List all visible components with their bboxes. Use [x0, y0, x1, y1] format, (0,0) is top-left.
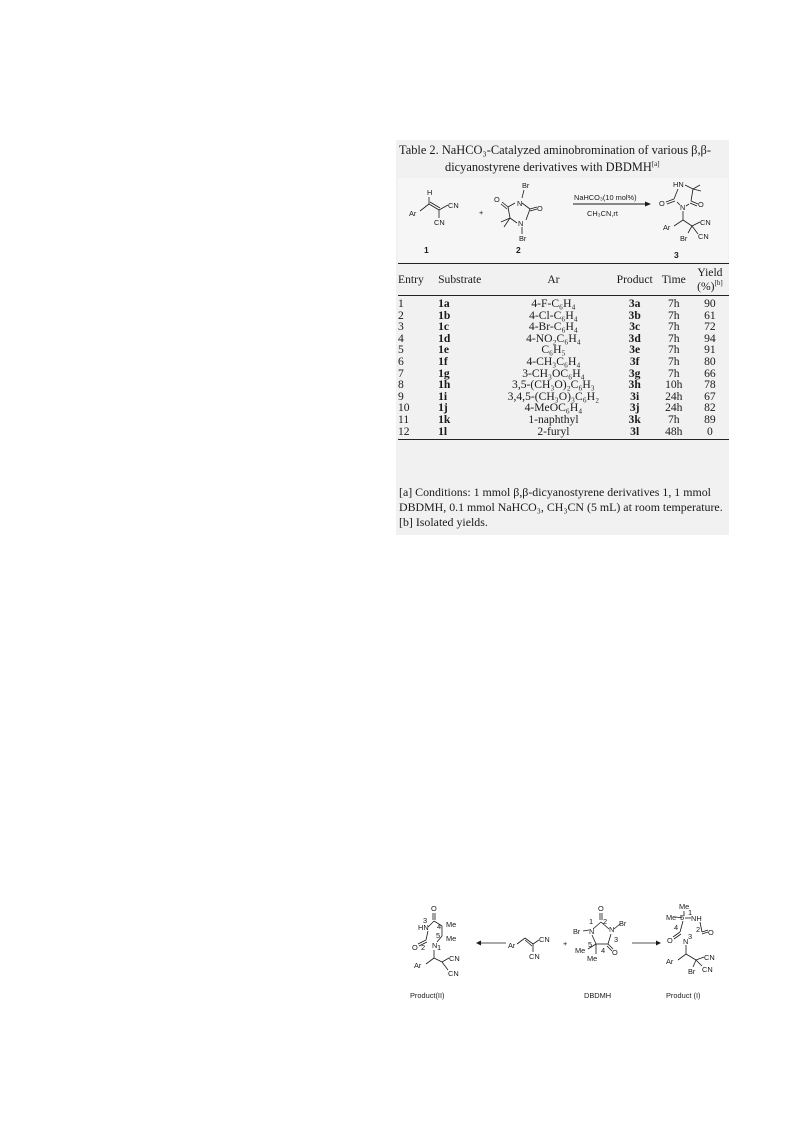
cell-yield: 80: [704, 355, 716, 369]
atom-cn: CN: [704, 953, 715, 962]
cell-substrate: 1h: [438, 378, 451, 392]
header-product: Product: [613, 264, 657, 296]
cell-substrate: 1a: [438, 297, 450, 311]
atom-me: Me: [587, 954, 598, 963]
num-2: 2: [696, 925, 701, 934]
cell-product: 3l: [613, 425, 657, 439]
cell-entry: 8: [398, 378, 404, 392]
caption-line-2: dicyanostyrene derivatives with DBDMH: [445, 160, 652, 175]
cell-entry: 6: [398, 355, 404, 369]
cell-time: 7h: [667, 297, 680, 311]
num-4: 4: [674, 923, 679, 932]
cell-entry: 11: [398, 412, 410, 426]
cell-entry: 7: [398, 366, 404, 380]
cell-time: 7h: [667, 355, 680, 369]
reaction-scheme: [398, 178, 728, 262]
cell-yield: 94: [704, 331, 716, 345]
product-ii-structure: [412, 904, 460, 978]
atom-ar: Ar: [508, 941, 516, 950]
cell-substrate: 1g: [438, 366, 450, 380]
cell-product: 3c: [629, 320, 641, 334]
cell-substrate: 1j: [438, 401, 448, 415]
cell-yield: 0: [691, 425, 729, 439]
num-4: 4: [437, 922, 442, 931]
num-4: 4: [601, 946, 606, 955]
cell-time: 7h: [667, 343, 680, 357]
num-3: 3: [688, 932, 693, 941]
num-5: 5: [436, 931, 441, 940]
cell-yield: 78: [704, 378, 716, 392]
compound-label-1: 1: [424, 245, 429, 255]
cell-entry: 12: [398, 425, 438, 439]
dicyanostyrene-structure: [508, 935, 550, 961]
atom-cn: CN: [448, 201, 459, 210]
cell-time: 7h: [667, 331, 680, 345]
cell-ar: 2-furyl: [494, 425, 612, 439]
header-yield-unit: (%): [697, 279, 715, 293]
cell-entry: 10: [398, 401, 410, 415]
atom-ar: Ar: [663, 223, 671, 232]
cell-product: 3a: [628, 297, 641, 311]
cell-time: 48h: [657, 425, 691, 439]
caption-superscript: [a]: [651, 160, 660, 168]
atom-n: N: [517, 199, 523, 208]
cell-ar: 3-CH₃OC₆H₄: [522, 366, 585, 380]
left-arrow-head: [476, 941, 481, 946]
cell-product: 3d: [628, 331, 641, 345]
label-product-ii: Product(II): [410, 991, 445, 1000]
atom-cn: CN: [434, 218, 445, 227]
num-2: 2: [603, 917, 608, 926]
atom-nh: NH: [691, 914, 702, 923]
num-3: 3: [423, 916, 428, 925]
header-yield-label: Yield: [697, 266, 723, 279]
cell-ar: 4-F-C₆H₄: [531, 297, 576, 311]
label-product-i: Product (I): [666, 991, 701, 1000]
atom-br: Br: [619, 919, 627, 928]
atom-br: Br: [573, 927, 581, 936]
cell-time: 7h: [667, 366, 680, 380]
table-row: [398, 321, 729, 333]
cell-yield: 61: [704, 308, 716, 322]
cell-product: 3f: [629, 355, 640, 369]
atom-o: O: [698, 200, 704, 209]
cell-product: 3g: [628, 366, 641, 380]
cell-entry: 3: [398, 320, 404, 334]
atom-o: O: [708, 928, 714, 937]
cell-entry: 5: [398, 343, 404, 357]
atom-me: Me: [666, 913, 677, 922]
atom-n: N: [589, 927, 595, 936]
cell-yield: 67: [704, 389, 716, 403]
table-row: [398, 295, 729, 309]
atom-o: O: [659, 199, 665, 208]
solvent-label: CH₃CN,rt: [587, 209, 618, 218]
cell-substrate: 1k: [438, 412, 451, 426]
compound-label-2: 2: [516, 245, 521, 255]
num-5: 5: [588, 940, 593, 949]
mechanism-scheme: [404, 902, 734, 1002]
atom-cn: CN: [698, 232, 709, 241]
atom-o: O: [494, 195, 500, 204]
atom-br: Br: [522, 181, 530, 190]
atom-me: Me: [446, 934, 457, 943]
header-entry: Entry: [398, 264, 438, 296]
label-dbdmh: DBDMH: [584, 991, 612, 1000]
right-arrow-head: [656, 941, 661, 946]
cell-ar: 4-Cl-C₆H₄: [529, 308, 578, 322]
arrow-head: [645, 202, 651, 207]
cell-yield: 66: [704, 366, 716, 380]
cell-substrate: 1b: [438, 308, 451, 322]
num-1: 1: [589, 917, 594, 926]
cell-time: 24h: [665, 401, 683, 415]
table-row: [398, 414, 729, 426]
header-substrate: Substrate: [438, 264, 494, 296]
atom-o: O: [667, 936, 673, 945]
header-ar: Ar: [494, 264, 612, 296]
atom-o: O: [537, 204, 543, 213]
cell-product: 3h: [628, 378, 641, 392]
cell-substrate: 1e: [438, 343, 450, 357]
cell-yield: 82: [704, 401, 716, 415]
cell-substrate: 1c: [438, 320, 450, 334]
cell-product: 3i: [630, 389, 640, 403]
atom-br: Br: [680, 234, 688, 243]
cell-entry: 9: [398, 389, 404, 403]
cell-entry: 4: [398, 331, 404, 345]
cell-substrate: 1i: [438, 389, 448, 403]
atom-ar: Ar: [666, 957, 674, 966]
atom-me: Me: [446, 920, 457, 929]
atom-n: N: [518, 219, 524, 228]
cell-ar: 1-naphthyl: [528, 412, 579, 426]
cell-time: 24h: [665, 389, 683, 403]
cell-product: 3k: [628, 412, 641, 426]
plus-sign: +: [563, 939, 568, 948]
mechanism-scheme-svg: [404, 902, 734, 1002]
cell-time: 7h: [667, 320, 680, 334]
atom-n: N: [683, 937, 689, 946]
num-5: 5: [680, 913, 685, 922]
header-yield-sup: [b]: [714, 279, 723, 287]
atom-o: O: [431, 904, 437, 913]
cell-yield: 72: [704, 320, 716, 334]
cell-yield: 89: [704, 412, 716, 426]
atom-cn: CN: [539, 935, 550, 944]
atom-me: Me: [679, 902, 690, 911]
product-3-structure: [659, 180, 711, 243]
cell-ar: 3,5-(CH₃O)₂C₆H₃: [512, 378, 595, 392]
caption-line-1: Table 2. NaHCO₃-Catalyzed aminobromination of various β,β-: [399, 143, 711, 157]
cell-ar: 3,4,5-(CH₃O)₃C₆H₂: [507, 389, 600, 403]
atom-cn: CN: [448, 969, 459, 978]
num-3: 3: [614, 935, 619, 944]
atom-hn: HN: [418, 923, 429, 932]
num-2: 2: [421, 943, 426, 952]
table-row: [398, 425, 729, 439]
cell-ar: 4-CH₃C₆H₄: [526, 355, 581, 369]
cell-ar: C₆H₅: [541, 343, 566, 357]
table-caption: [399, 143, 727, 174]
cell-substrate: 1f: [438, 355, 448, 369]
atom-hn: HN: [673, 180, 684, 189]
results-table: [398, 263, 729, 440]
cell-ar: 4-MeOC₆H₄: [524, 401, 583, 415]
atom-cn: CN: [529, 952, 540, 961]
plus-sign: +: [479, 208, 484, 217]
cell-ar: 4-NO₂C₆H₄: [526, 331, 581, 345]
num-1: 1: [688, 908, 693, 917]
atom-n: N: [609, 925, 615, 934]
cell-yield: 91: [704, 343, 716, 357]
product-i-structure: [666, 902, 715, 976]
atom-o: O: [612, 948, 618, 957]
table-footnote: [a] Conditions: 1 mmol β,β-dicyanostyrene derivatives 1, 1 mmol DBDMH, 0.1 mmol NaHCO₃, CH₃CN (5 mL) at room temperature. [b] Isolated yields.: [399, 485, 723, 529]
reagent-label: NaHCO₃(10 mol%): [574, 193, 637, 202]
atom-o: O: [412, 943, 418, 952]
atom-cn: CN: [702, 965, 713, 974]
cell-substrate: 1l: [438, 425, 494, 439]
cell-product: 3e: [629, 343, 641, 357]
cell-substrate: 1d: [438, 331, 451, 345]
table-row: [398, 356, 729, 368]
header-time: Time: [657, 264, 691, 296]
table-row: [398, 379, 729, 391]
reaction-scheme-svg: [398, 178, 728, 262]
atom-ar: Ar: [414, 961, 422, 970]
dbdmh-numbered-structure: [573, 904, 627, 963]
table-header-row: [398, 264, 729, 296]
cell-yield: 90: [704, 297, 716, 311]
compound-label-3: 3: [674, 250, 679, 260]
atom-h: H: [427, 188, 433, 197]
cell-product: 3j: [629, 401, 640, 415]
atom-br: Br: [519, 234, 527, 243]
cell-product: 3b: [628, 308, 641, 322]
atom-n: N: [432, 941, 438, 950]
substrate-1-structure: [409, 188, 459, 227]
header-yield: [691, 264, 729, 296]
atom-ar: Ar: [409, 209, 417, 218]
cell-entry: 1: [398, 297, 404, 311]
atom-br: Br: [688, 967, 696, 976]
cell-time: 10h: [665, 378, 683, 392]
dbdmh-structure: [494, 181, 543, 243]
cell-time: 7h: [667, 308, 680, 322]
atom-n: N: [680, 203, 686, 212]
atom-me: Me: [575, 946, 586, 955]
cell-time: 7h: [667, 412, 680, 426]
atom-cn: CN: [449, 954, 460, 963]
cell-ar: 4-Br-C₆H₄: [528, 320, 578, 334]
atom-o: O: [598, 904, 604, 913]
num-1: 1: [437, 943, 442, 952]
cell-entry: 2: [398, 308, 404, 322]
atom-cn: CN: [700, 218, 711, 227]
